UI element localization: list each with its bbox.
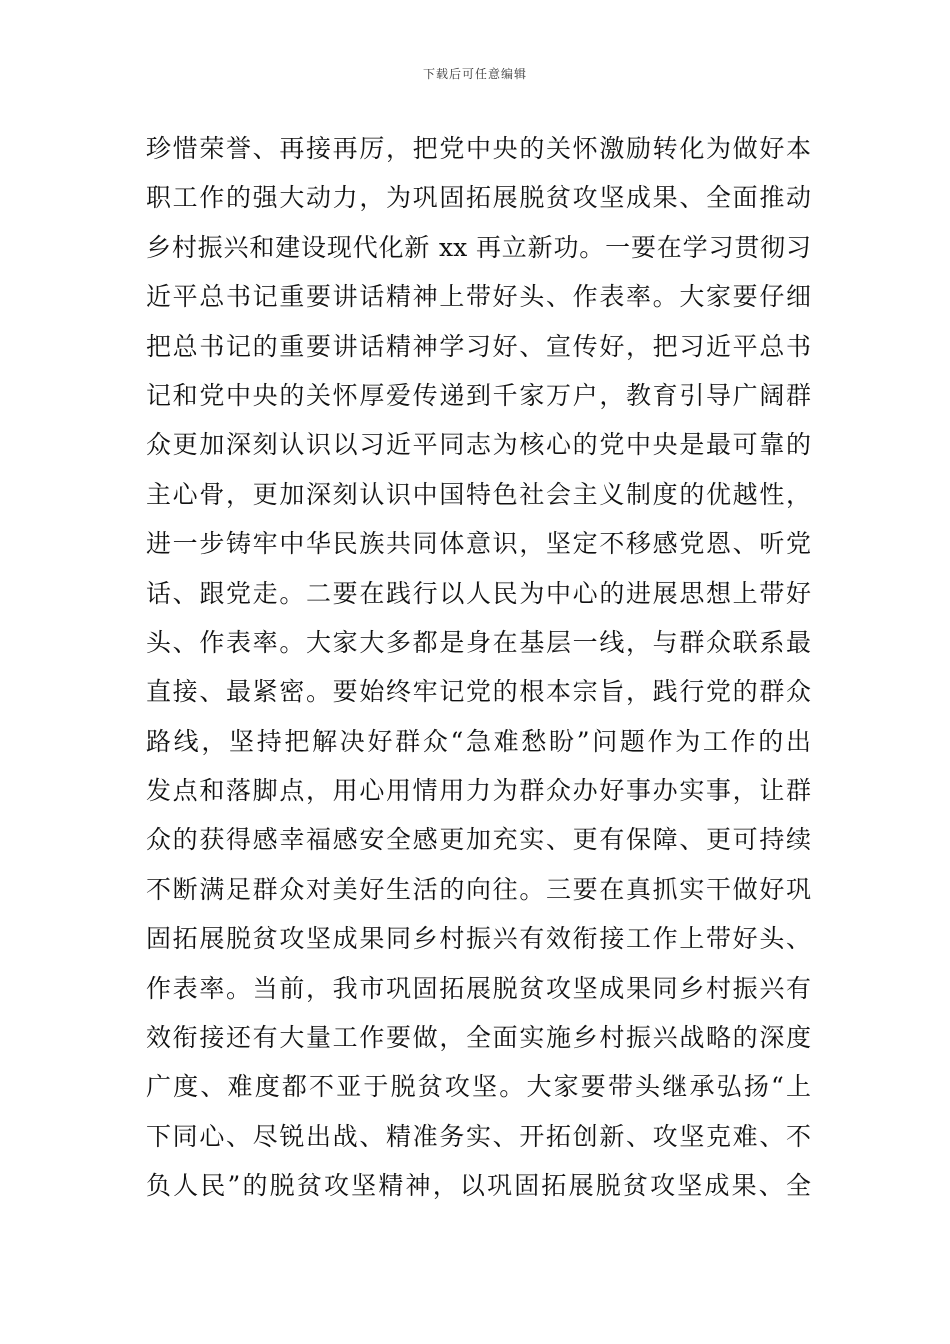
text-line: 众更加深刻认识以习近平同志为核心的党中央是最可靠的: [146, 430, 811, 460]
text-line: 广度、难度都不亚于脱贫攻坚。大家要带头继承弘扬“上: [146, 1072, 811, 1102]
text-line: 主心骨，更加深刻认识中国特色社会主义制度的优越性，: [146, 479, 811, 509]
text-line: 作表率。当前，我市巩固拓展脱贫攻坚成果同乡村振兴有: [146, 973, 811, 1003]
text-line: 下同心、尽锐出战、精准务实、开拓创新、攻坚克难、不: [146, 1121, 811, 1151]
text-line: 珍惜荣誉、再接再厉，把党中央的关怀激励转化为做好本: [146, 134, 811, 163]
text-line: 直接、最紧密。要始终牢记党的根本宗旨，践行党的群众: [146, 677, 811, 707]
page-header: 下载后可任意编辑: [422, 67, 527, 81]
body-text: [146, 124, 811, 1211]
text-line: 路线，坚持把解决好群众“急难愁盼”问题作为工作的出: [146, 726, 811, 756]
text-line: 固拓展脱贫攻坚成果同乡村振兴有效衔接工作上带好头、: [146, 924, 811, 954]
text-line: 众的获得感幸福感安全感更加充实、更有保障、更可持续: [146, 825, 811, 855]
text-line: 近平总书记重要讲话精神上带好头、作表率。大家要仔细: [146, 282, 811, 312]
text-line: 乡村振兴和建设现代化新 xx 再立新功。一要在学习贯彻习: [146, 232, 811, 262]
text-line: 进一步铸牢中华民族共同体意识，坚定不移感党恩、听党: [146, 529, 811, 559]
text-line: 发点和落脚点，用心用情用力为群众办好事办实事，让群: [146, 776, 811, 806]
text-line: 话、跟党走。二要在践行以人民为中心的进展思想上带好: [146, 578, 811, 608]
text-line: 头、作表率。大家大多都是身在基层一线，与群众联系最: [146, 627, 811, 657]
text-line: 职工作的强大动力，为巩固拓展脱贫攻坚成果、全面推动: [146, 183, 811, 213]
text-line: 负人民”的脱贫攻坚精神，以巩固拓展脱贫攻坚成果、全: [146, 1171, 811, 1201]
text-line: 把总书记的重要讲话精神学习好、宣传好，把习近平总书: [146, 331, 811, 361]
text-line: 效衔接还有大量工作要做，全面实施乡村振兴战略的深度: [146, 1023, 811, 1053]
text-line: 记和党中央的关怀厚爱传递到千家万户，教育引导广阔群: [146, 380, 811, 410]
text-line: 不断满足群众对美好生活的向往。三要在真抓实干做好巩: [146, 874, 811, 904]
